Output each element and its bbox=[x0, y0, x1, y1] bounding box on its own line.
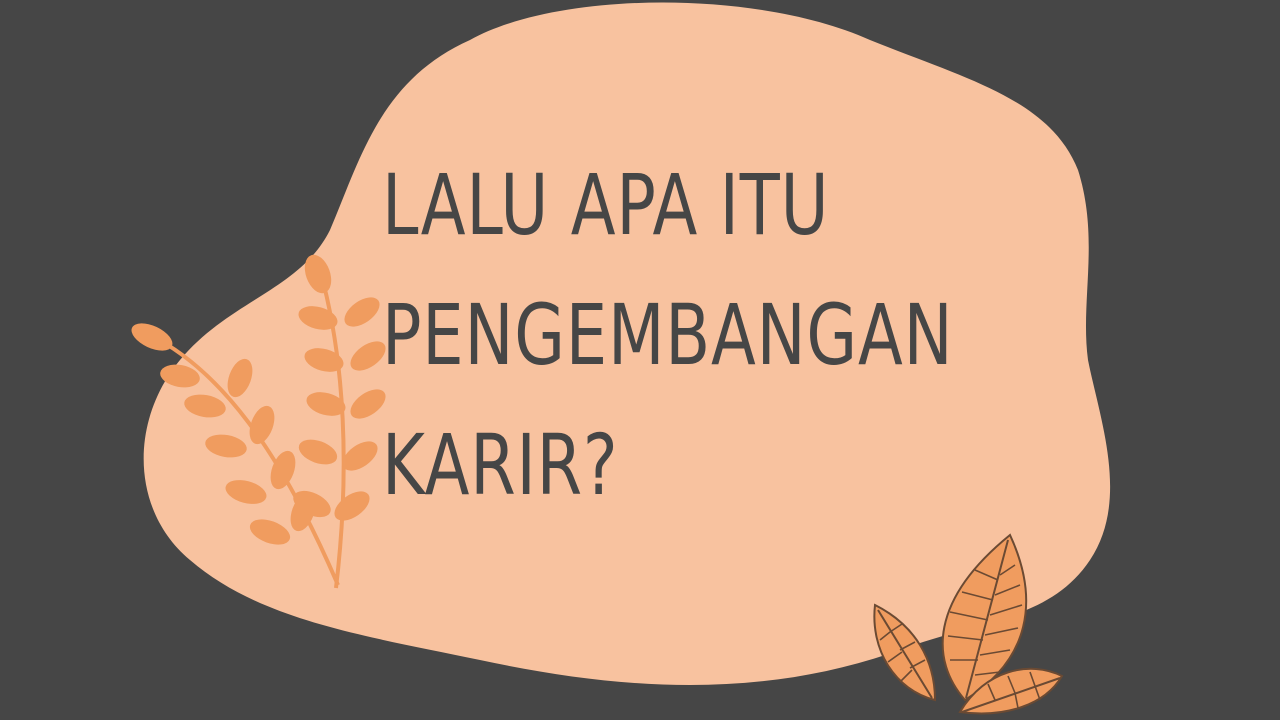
title-line-2: PENGEMBANGAN bbox=[382, 286, 954, 384]
title-line-3: KARIR? bbox=[382, 416, 619, 514]
slide-title bbox=[382, 140, 953, 530]
fern-branch-icon bbox=[289, 251, 390, 588]
title-line-1: LALU APA ITU bbox=[382, 156, 830, 254]
veined-leaves-icon bbox=[874, 535, 1062, 713]
